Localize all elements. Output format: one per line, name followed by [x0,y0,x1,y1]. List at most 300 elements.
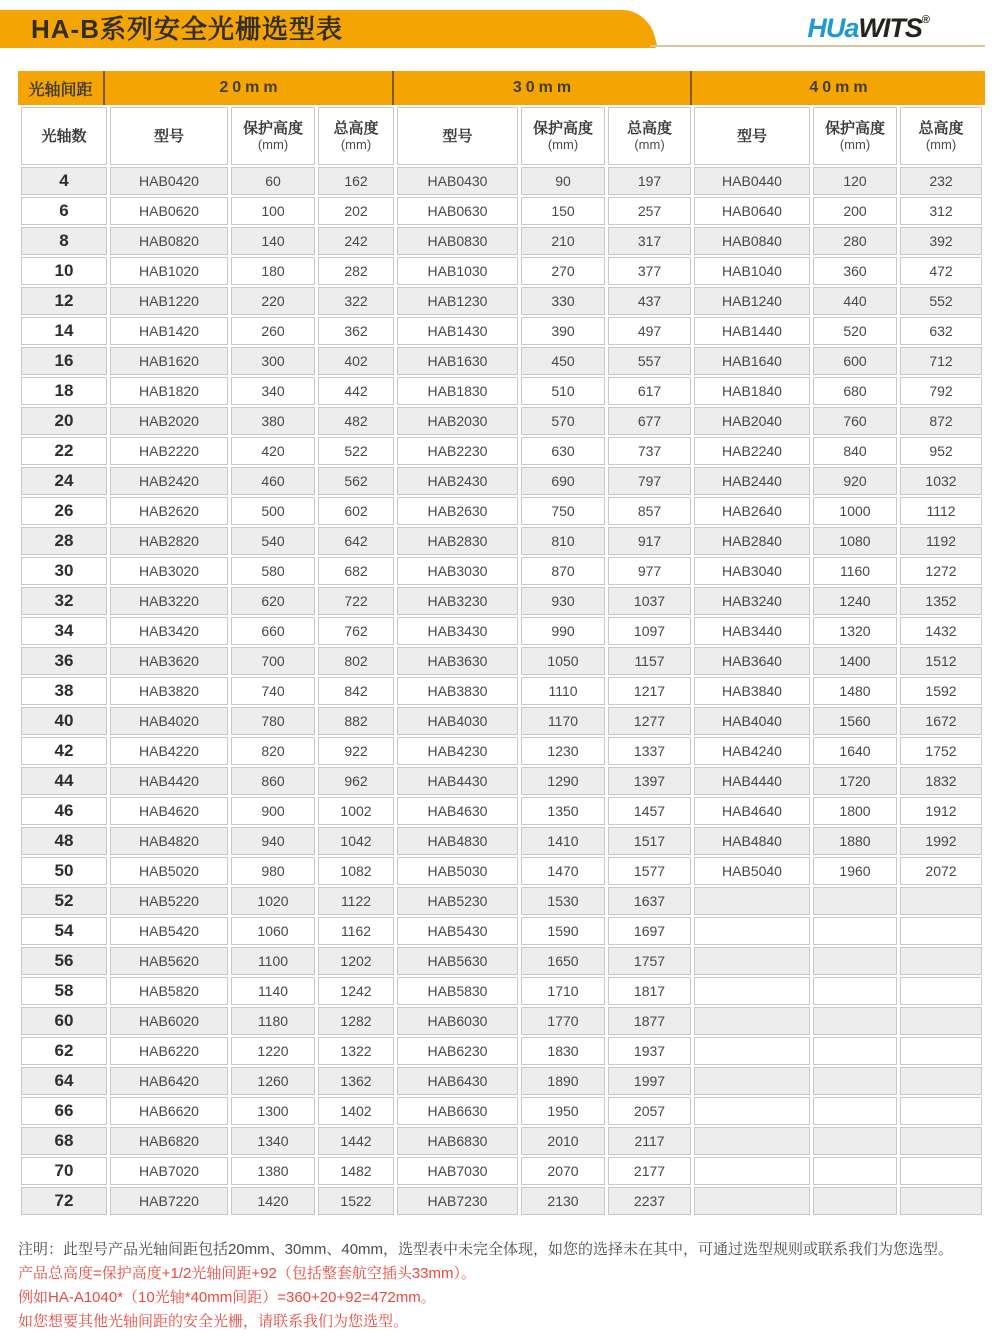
value-cell: 1442 [318,1127,394,1155]
value-cell: 280 [813,227,897,255]
model-cell: HAB1640 [694,347,810,375]
value-cell: 762 [318,617,394,645]
value-cell: 1180 [231,1007,315,1035]
table-row [21,527,982,555]
value-cell [813,1007,897,1035]
model-cell: HAB0840 [694,227,810,255]
model-cell [694,917,810,945]
value-cell: 1890 [521,1067,605,1095]
value-cell: 617 [608,377,691,405]
value-cell: 860 [231,767,315,795]
value-cell: 1020 [231,887,315,915]
model-cell: HAB1240 [694,287,810,315]
value-cell: 140 [231,227,315,255]
value-cell: 1300 [231,1097,315,1125]
model-cell: HAB7220 [110,1187,228,1215]
value-cell: 1202 [318,947,394,975]
model-cell: HAB4030 [397,707,518,735]
value-cell: 680 [813,377,897,405]
value-cell: 2130 [521,1187,605,1215]
value-cell: 900 [231,797,315,825]
model-cell: HAB5830 [397,977,518,1005]
value-cell: 2070 [521,1157,605,1185]
model-cell: HAB1840 [694,377,810,405]
value-cell [813,1097,897,1125]
axis-count-cell: 22 [21,437,107,465]
registered-mark: ® [921,14,930,26]
value-cell: 677 [608,407,691,435]
table-row [21,197,982,225]
value-cell [813,1037,897,1065]
model-cell: HAB5430 [397,917,518,945]
axis-count-cell: 30 [21,557,107,585]
value-cell: 917 [608,527,691,555]
model-cell: HAB3240 [694,587,810,615]
model-cell: HAB0430 [397,167,518,195]
axis-count-cell: 16 [21,347,107,375]
value-cell: 1950 [521,1097,605,1125]
value-cell: 1242 [318,977,394,1005]
model-cell: HAB6230 [397,1037,518,1065]
brand-logo-blue-part: HUa [807,13,859,43]
header-banner [0,10,610,48]
value-cell: 1830 [521,1037,605,1065]
model-cell: HAB3220 [110,587,228,615]
value-cell: 920 [813,467,897,495]
value-cell: 722 [318,587,394,615]
table-row [21,977,982,1005]
table-row [21,1037,982,1065]
value-cell: 1400 [813,647,897,675]
note-line-2: 产品总高度=保护高度+1/2光轴间距+92（包括整套航空插头33mm）。 [18,1265,476,1282]
model-cell: HAB5030 [397,857,518,885]
value-cell: 1470 [521,857,605,885]
value-cell: 1352 [900,587,982,615]
value-cell: 540 [231,527,315,555]
model-cell [694,1097,810,1125]
model-cell: HAB2230 [397,437,518,465]
value-cell: 1577 [608,857,691,885]
model-cell: HAB5420 [110,917,228,945]
value-cell: 1380 [231,1157,315,1185]
value-cell [813,917,897,945]
value-cell: 562 [318,467,394,495]
model-cell: HAB5020 [110,857,228,885]
value-cell: 210 [521,227,605,255]
brand-logo-dark-part: WITS [858,13,922,43]
value-cell: 1082 [318,857,394,885]
value-cell: 870 [521,557,605,585]
value-cell: 1637 [608,887,691,915]
axis-count-cell: 24 [21,467,107,495]
column-header: 保护高度 (mm) [521,107,605,165]
model-cell: HAB6420 [110,1067,228,1095]
value-cell: 390 [521,317,605,345]
value-cell: 460 [231,467,315,495]
model-cell [694,977,810,1005]
value-cell: 300 [231,347,315,375]
value-cell: 1480 [813,677,897,705]
page-title: HA-B系列安全光栅选型表 [31,14,343,44]
value-cell: 630 [521,437,605,465]
model-cell: HAB2620 [110,497,228,525]
model-cell: HAB1020 [110,257,228,285]
value-cell: 1112 [900,497,982,525]
table-row [21,887,982,915]
model-cell: HAB3430 [397,617,518,645]
value-cell: 1397 [608,767,691,795]
value-cell [813,977,897,1005]
model-cell: HAB1030 [397,257,518,285]
value-cell: 402 [318,347,394,375]
table-row [21,917,982,945]
table-row [21,317,982,345]
value-cell: 632 [900,317,982,345]
axis-count-cell: 8 [21,227,107,255]
model-cell: HAB6830 [397,1127,518,1155]
model-cell: HAB3640 [694,647,810,675]
table-row [21,827,982,855]
model-cell: HAB3840 [694,677,810,705]
table-row [21,647,982,675]
value-cell: 620 [231,587,315,615]
value-cell: 1277 [608,707,691,735]
value-cell: 1937 [608,1037,691,1065]
value-cell: 450 [521,347,605,375]
value-cell: 1592 [900,677,982,705]
model-cell: HAB1630 [397,347,518,375]
model-cell: HAB5040 [694,857,810,885]
value-cell: 60 [231,167,315,195]
value-cell: 1992 [900,827,982,855]
model-cell: HAB1040 [694,257,810,285]
value-cell: 1640 [813,737,897,765]
value-cell: 1710 [521,977,605,1005]
value-cell [900,887,982,915]
value-cell [900,1097,982,1125]
value-cell: 1080 [813,527,897,555]
value-cell: 472 [900,257,982,285]
axis-count-cell: 4 [21,167,107,195]
value-cell: 1122 [318,887,394,915]
note-line-1: 注明：此型号产品光轴间距包括20mm、30mm、40mm，选型表中未完全体现，如您的选择未在其中，可通过选型规则或联系我们为您选型。 [18,1241,954,1258]
group-header-20mm: 20mm [103,71,392,105]
model-cell: HAB3020 [110,557,228,585]
table-row [21,1067,982,1095]
model-cell: HAB0630 [397,197,518,225]
model-cell: HAB2430 [397,467,518,495]
value-cell: 552 [900,287,982,315]
table-row [21,287,982,315]
value-cell: 1060 [231,917,315,945]
column-header: 总高度 (mm) [608,107,691,165]
value-cell: 1402 [318,1097,394,1125]
model-cell: HAB6630 [397,1097,518,1125]
value-cell: 120 [813,167,897,195]
model-cell: HAB6220 [110,1037,228,1065]
model-cell: HAB4840 [694,827,810,855]
model-cell: HAB2820 [110,527,228,555]
model-cell: HAB5820 [110,977,228,1005]
model-cell: HAB2220 [110,437,228,465]
model-cell: HAB2630 [397,497,518,525]
value-cell: 872 [900,407,982,435]
axis-count-cell: 68 [21,1127,107,1155]
value-cell [900,1007,982,1035]
axis-count-cell: 58 [21,977,107,1005]
value-cell: 1097 [608,617,691,645]
axis-count-cell: 32 [21,587,107,615]
value-cell [813,1067,897,1095]
note-line-3: 例如HA-A1040*（10光轴*40mm间距）=360+20+92=472mm。 [18,1289,436,1306]
value-cell: 437 [608,287,691,315]
value-cell: 1110 [521,677,605,705]
value-cell: 202 [318,197,394,225]
value-cell: 1032 [900,467,982,495]
model-cell: HAB2640 [694,497,810,525]
value-cell: 1512 [900,647,982,675]
model-cell: HAB3040 [694,557,810,585]
model-cell: HAB4430 [397,767,518,795]
model-cell: HAB3630 [397,647,518,675]
value-cell: 482 [318,407,394,435]
model-cell: HAB2040 [694,407,810,435]
value-cell: 1877 [608,1007,691,1035]
value-cell: 312 [900,197,982,225]
value-cell: 1037 [608,587,691,615]
model-cell: HAB1620 [110,347,228,375]
value-cell [900,1037,982,1065]
value-cell: 980 [231,857,315,885]
axis-count-cell: 54 [21,917,107,945]
axis-count-cell: 18 [21,377,107,405]
model-cell [694,887,810,915]
value-cell: 1322 [318,1037,394,1065]
value-cell: 712 [900,347,982,375]
value-cell [900,1157,982,1185]
value-cell: 440 [813,287,897,315]
axis-count-cell: 14 [21,317,107,345]
model-cell: HAB4620 [110,797,228,825]
axis-count-cell: 6 [21,197,107,225]
model-cell: HAB4640 [694,797,810,825]
model-cell: HAB6430 [397,1067,518,1095]
column-header: 总高度 (mm) [900,107,982,165]
header-underline-rule [650,45,985,47]
value-cell: 2177 [608,1157,691,1185]
value-cell [900,1187,982,1215]
value-cell: 392 [900,227,982,255]
model-cell: HAB0830 [397,227,518,255]
table-row [21,587,982,615]
value-cell: 1160 [813,557,897,585]
value-cell: 580 [231,557,315,585]
value-cell: 1432 [900,617,982,645]
value-cell: 220 [231,287,315,315]
table-row [21,1187,982,1215]
value-cell: 797 [608,467,691,495]
table-row [21,857,982,885]
group-header-30mm: 30mm [392,71,690,105]
value-cell: 602 [318,497,394,525]
value-cell: 1997 [608,1067,691,1095]
table-row [21,767,982,795]
model-cell: HAB1220 [110,287,228,315]
value-cell: 1002 [318,797,394,825]
axis-count-cell: 26 [21,497,107,525]
value-cell: 842 [318,677,394,705]
model-cell: HAB5630 [397,947,518,975]
model-cell: HAB7230 [397,1187,518,1215]
value-cell: 780 [231,707,315,735]
axis-count-cell: 10 [21,257,107,285]
model-cell: HAB1830 [397,377,518,405]
value-cell: 1140 [231,977,315,1005]
model-cell: HAB2030 [397,407,518,435]
table-row [21,947,982,975]
value-cell: 522 [318,437,394,465]
value-cell: 1192 [900,527,982,555]
model-cell: HAB5230 [397,887,518,915]
value-cell: 1752 [900,737,982,765]
model-cell: HAB1820 [110,377,228,405]
model-cell: HAB2440 [694,467,810,495]
table-row [21,437,982,465]
table-row [21,707,982,735]
axis-count-cell: 20 [21,407,107,435]
value-cell: 660 [231,617,315,645]
value-cell: 557 [608,347,691,375]
value-cell: 1000 [813,497,897,525]
value-cell: 1362 [318,1067,394,1095]
table-row [21,467,982,495]
value-cell: 1162 [318,917,394,945]
value-cell: 1230 [521,737,605,765]
table-row [21,1127,982,1155]
model-cell: HAB4820 [110,827,228,855]
value-cell: 1350 [521,797,605,825]
model-cell: HAB0420 [110,167,228,195]
model-cell: HAB4440 [694,767,810,795]
model-cell: HAB5220 [110,887,228,915]
value-cell: 820 [231,737,315,765]
value-cell: 1817 [608,977,691,1005]
value-cell: 1420 [231,1187,315,1215]
value-cell: 922 [318,737,394,765]
value-cell: 322 [318,287,394,315]
value-cell: 1157 [608,647,691,675]
value-cell: 232 [900,167,982,195]
model-cell: HAB4240 [694,737,810,765]
model-cell: HAB6620 [110,1097,228,1125]
axis-count-cell: 50 [21,857,107,885]
axis-count-cell: 42 [21,737,107,765]
table-row [21,497,982,525]
note-line-4: 如您想要其他光轴间距的安全光栅，请联系我们为您选型。 [18,1313,409,1330]
value-cell: 180 [231,257,315,285]
model-cell [694,947,810,975]
value-cell: 330 [521,287,605,315]
table-body [21,167,982,1215]
value-cell: 2057 [608,1097,691,1125]
model-cell: HAB4020 [110,707,228,735]
axis-count-cell: 72 [21,1187,107,1215]
value-cell [813,1187,897,1215]
model-cell: HAB3230 [397,587,518,615]
value-cell: 1912 [900,797,982,825]
value-cell: 270 [521,257,605,285]
value-cell: 260 [231,317,315,345]
value-cell: 317 [608,227,691,255]
table-row [21,557,982,585]
value-cell [813,1157,897,1185]
model-cell: HAB3440 [694,617,810,645]
model-cell: HAB4630 [397,797,518,825]
value-cell: 1320 [813,617,897,645]
value-cell: 1960 [813,857,897,885]
axis-count-cell: 36 [21,647,107,675]
table-row [21,167,982,195]
table-row [21,407,982,435]
table-row [21,1007,982,1035]
value-cell: 100 [231,197,315,225]
value-cell: 690 [521,467,605,495]
value-cell: 840 [813,437,897,465]
value-cell: 1770 [521,1007,605,1035]
value-cell: 1672 [900,707,982,735]
value-cell: 882 [318,707,394,735]
model-cell: HAB1230 [397,287,518,315]
value-cell: 362 [318,317,394,345]
value-cell: 1042 [318,827,394,855]
axis-count-cell: 64 [21,1067,107,1095]
column-header: 保护高度 (mm) [231,107,315,165]
value-cell: 360 [813,257,897,285]
value-cell: 977 [608,557,691,585]
table-row [21,617,982,645]
model-cell: HAB7020 [110,1157,228,1185]
model-cell: HAB2020 [110,407,228,435]
value-cell [813,887,897,915]
value-cell: 2010 [521,1127,605,1155]
value-cell: 760 [813,407,897,435]
model-cell: HAB0440 [694,167,810,195]
value-cell: 1880 [813,827,897,855]
value-cell: 1517 [608,827,691,855]
axis-count-cell: 12 [21,287,107,315]
value-cell: 340 [231,377,315,405]
brand-logo [807,13,930,44]
model-cell: HAB4830 [397,827,518,855]
value-cell: 962 [318,767,394,795]
table-row [21,257,982,285]
value-cell: 1650 [521,947,605,975]
column-header: 型号 [110,107,228,165]
value-cell: 802 [318,647,394,675]
model-cell [694,1187,810,1215]
axis-count-cell: 62 [21,1037,107,1065]
axis-count-cell: 48 [21,827,107,855]
value-cell: 750 [521,497,605,525]
model-cell: HAB1430 [397,317,518,345]
model-cell [694,1157,810,1185]
value-cell: 420 [231,437,315,465]
table-row [21,347,982,375]
value-cell: 500 [231,497,315,525]
axis-count-cell: 38 [21,677,107,705]
model-cell: HAB6020 [110,1007,228,1035]
value-cell: 810 [521,527,605,555]
